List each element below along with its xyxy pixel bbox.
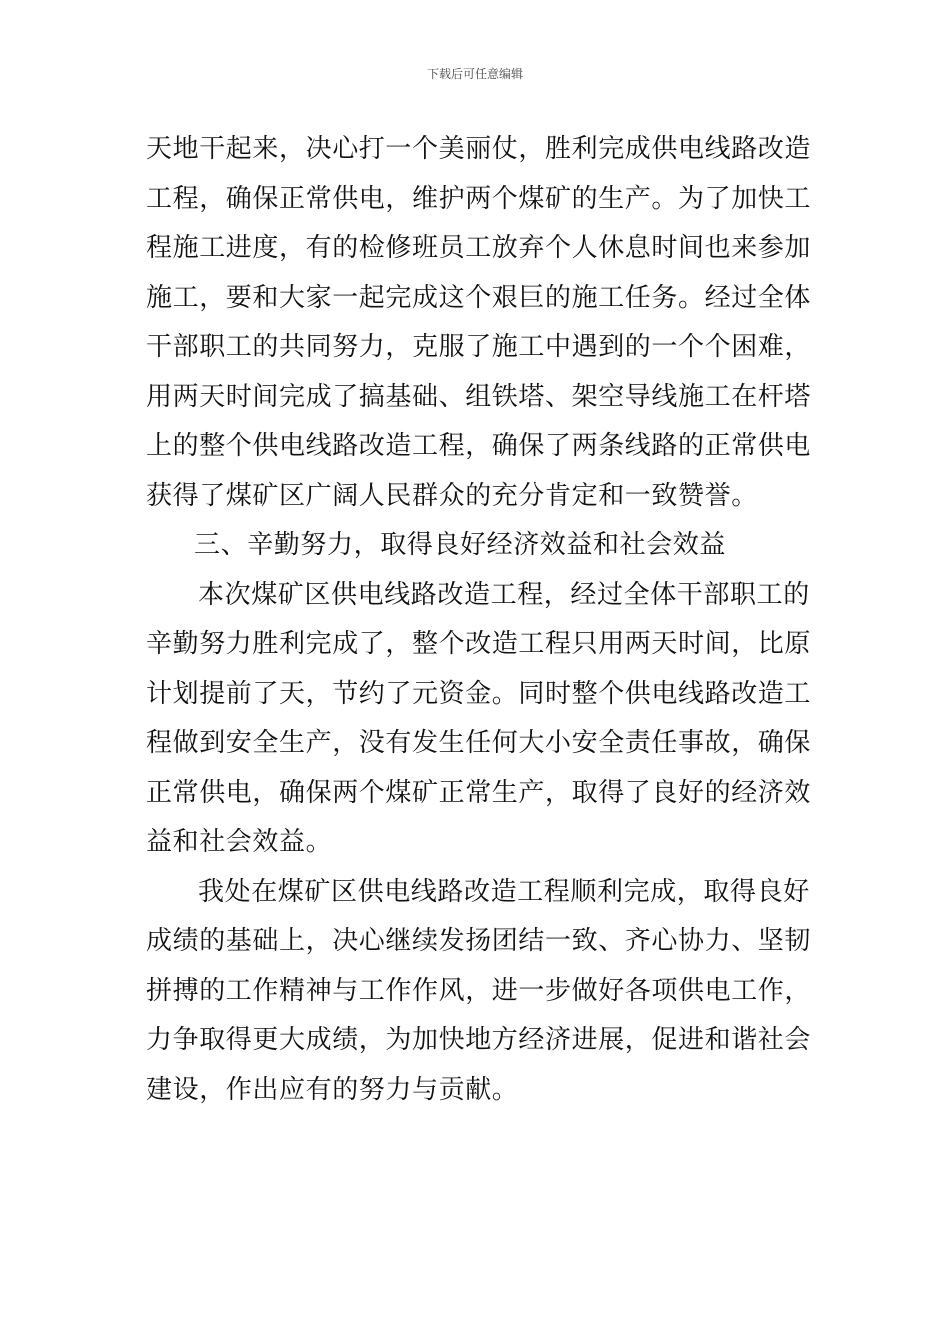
text-line: 建设，作出应有的努力与贡献。	[146, 1074, 519, 1105]
text-line: 上的整个供电线路改造工程，确保了两条线路的正常供电	[146, 431, 811, 461]
text-line: 我处在煤矿区供电线路改造工程顺利完成，取得良好	[198, 876, 810, 907]
text-line: 程做到安全生产，没有发生任何大小安全责任事故，确保	[146, 728, 811, 758]
text-line: 用两天时间完成了搞基础、组铁塔、架空导线施工在杆塔	[146, 381, 811, 412]
text-line: 程施工进度，有的检修班员工放弃个人休息时间也来参加	[146, 233, 811, 263]
text-line: 干部职工的共同努力，克服了施工中遇到的一个个困难，	[146, 332, 811, 362]
text-line: 力争取得更大成绩，为加快地方经济进展，促进和谐社会	[146, 1025, 811, 1055]
text-line: 辛勤努力胜利完成了，整个改造工程只用两天时间，比原	[146, 629, 811, 659]
text-line: 工程，确保正常供电，维护两个煤矿的生产。为了加快工	[146, 183, 811, 214]
text-line: 天地干起来，决心打一个美丽仗，胜利完成供电线路改造	[146, 134, 811, 164]
text-line: 益和社会效益。	[146, 827, 333, 857]
text-line: 施工，要和大家一起完成这个艰巨的施工任务。经过全体	[146, 282, 811, 313]
document-body	[146, 125, 811, 1115]
section-heading: 三、辛勤努力，取得良好经济效益和社会效益	[194, 530, 727, 560]
text-line: 计划提前了天，节约了元资金。同时整个供电线路改造工	[146, 678, 811, 709]
text-line: 获得了煤矿区广阔人民群众的充分肯定和一致赞誉。	[146, 480, 758, 511]
text-line: 正常供电，确保两个煤矿正常生产，取得了良好的经济效	[146, 777, 811, 808]
text-line: 成绩的基础上，决心继续发扬团结一致、齐心协力、坚韧	[146, 926, 811, 956]
page-header: 下载后可任意编辑	[426, 67, 523, 81]
text-line: 本次煤矿区供电线路改造工程，经过全体干部职工的	[198, 579, 810, 610]
text-line: 拼搏的工作精神与工作作风，进一步做好各项供电工作，	[146, 975, 811, 1006]
